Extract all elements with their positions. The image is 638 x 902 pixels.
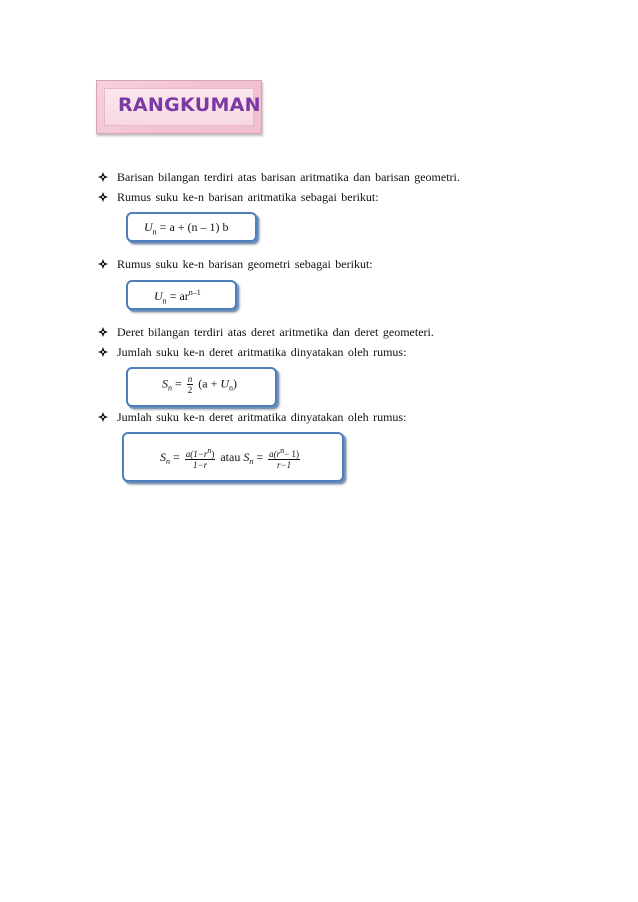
diamond-bullet-icon: [98, 172, 108, 182]
formula-box-aritmatika: [126, 212, 257, 242]
diamond-bullet-icon: [98, 347, 108, 357]
diamond-bullet-icon: [98, 259, 108, 269]
list-item-text: Rumus suku ke-n barisan geometri sebagai berikut:: [117, 257, 373, 271]
diamond-bullet-icon: [98, 192, 108, 202]
formula-deret-geometri: $S_n$ = $\frac{a(1-r^n)}{1-r}$ atau $S_n$ = $\frac{a(r^n- 1)}{r-1}$: [160, 446, 299, 470]
fraction: $\frac{n}{2}$: [187, 374, 193, 395]
list-item: [98, 345, 406, 359]
diamond-bullet-icon: [98, 412, 108, 422]
formula-box-geometri: [126, 280, 237, 310]
title-banner-inner: [104, 88, 261, 126]
list-item-text: Jumlah suku ke-n deret aritmatika dinyatakan oleh rumus:: [117, 410, 407, 424]
title-banner: [96, 80, 262, 134]
fraction: $\frac{a(1-r^n)}{1-r}$: [185, 446, 215, 470]
formula-box-deret-geometri: [122, 432, 344, 482]
formula-box-deret-aritmatika: [126, 367, 277, 407]
list-item: [98, 190, 379, 204]
diamond-bullet-icon: [98, 327, 108, 337]
formula-aritmatika: $U_n = a + (n - 1)$ b: [144, 220, 229, 237]
list-item-text: Jumlah suku ke-n deret aritmatika dinyatakan oleh rumus:: [117, 345, 407, 359]
list-item: [98, 325, 434, 339]
list-item-text: Barisan bilangan terdiri atas barisan aritmatika dan barisan geometri.: [117, 170, 460, 184]
page-title: RANGKUMAN: [118, 94, 261, 116]
list-item: [98, 410, 406, 424]
list-item: [98, 257, 373, 271]
formula-deret-aritmatika: $S_n$ = $\frac{n}{2}$ $(a + U_n)$: [162, 374, 238, 395]
fraction: $\frac{a(r^n- 1)}{r-1}$: [269, 446, 299, 470]
list-item-text: Rumus suku ke-n barisan aritmatika sebagai berikut:: [117, 190, 379, 204]
formula-geometri: $U_n = ar^{n-1}$: [154, 288, 201, 306]
list-item-text: Deret bilangan terdiri atas deret aritmetika dan deret geometeri.: [117, 325, 434, 339]
list-item: [98, 170, 460, 184]
